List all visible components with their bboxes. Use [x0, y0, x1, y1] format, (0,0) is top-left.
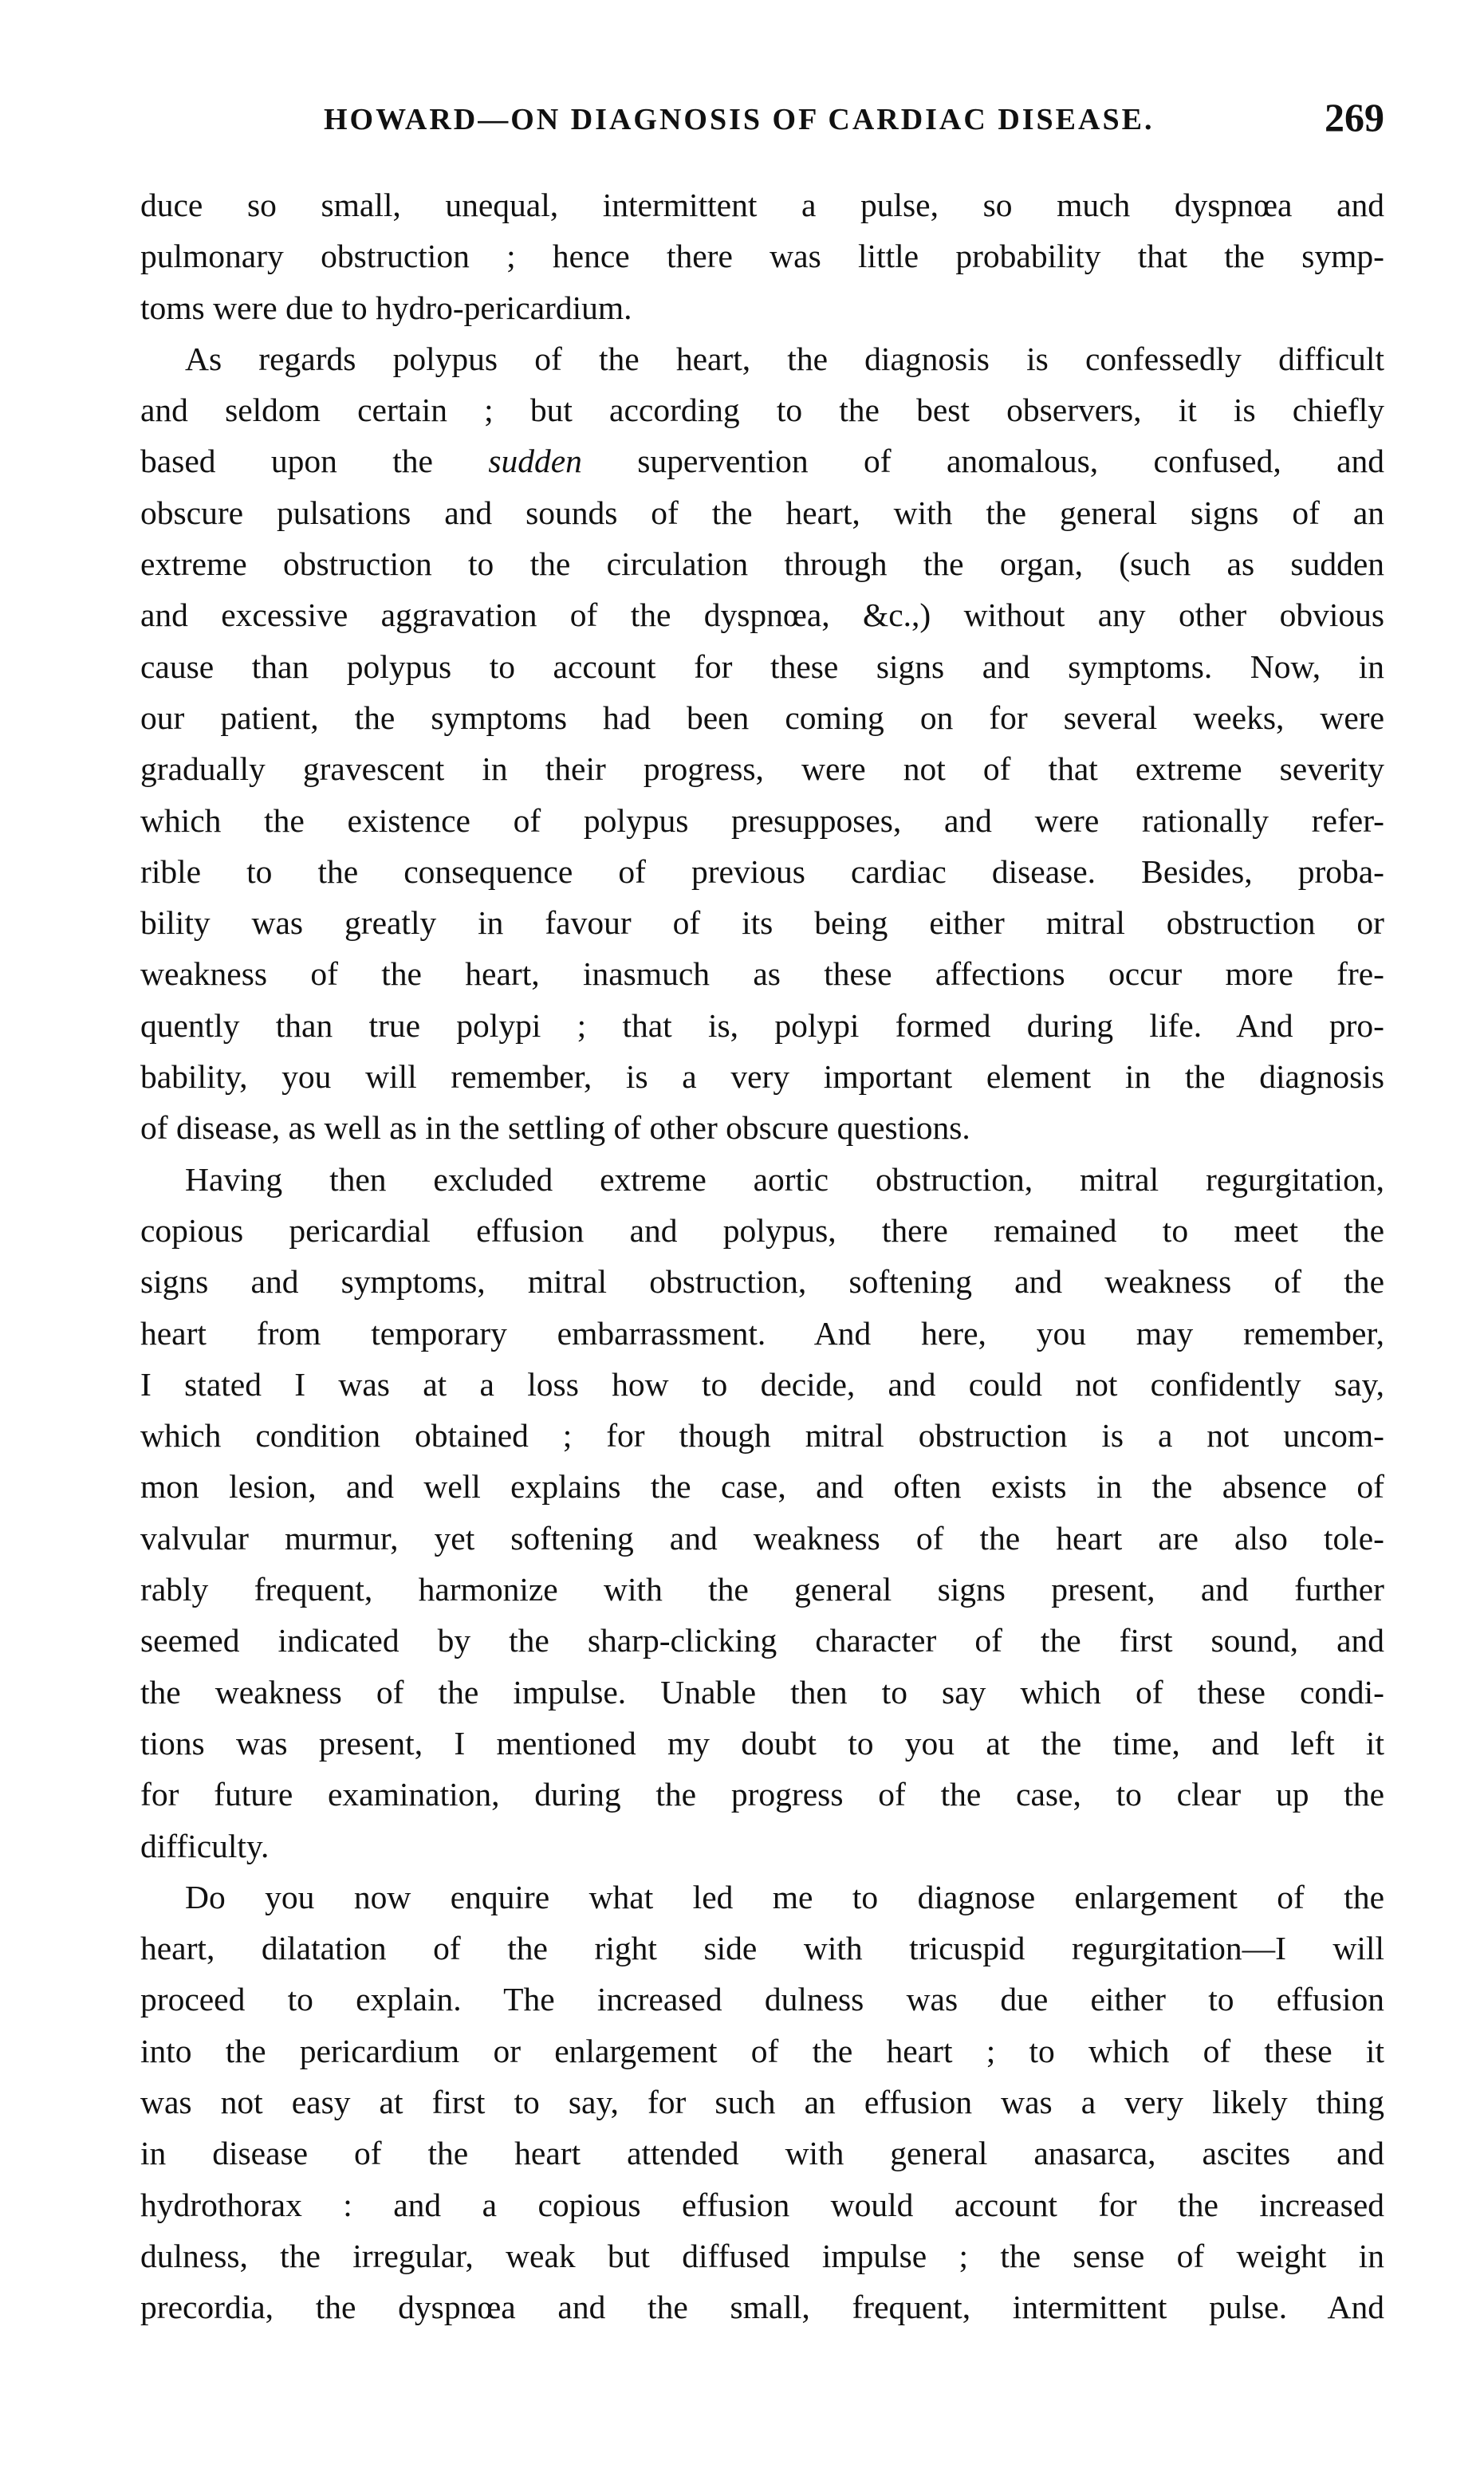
text-line: was not easy at first to say, for such an effusion was a very likely thing: [140, 2083, 1384, 2120]
text-line: which the existence of polypus presupposes, and were rationally refer-: [140, 801, 1384, 839]
text-line: valvular murmur, yet softening and weakness of the heart are also tole-: [140, 1519, 1384, 1557]
text-line: copious pericardial effusion and polypus, there remained to meet the: [140, 1211, 1384, 1249]
text-line: Having then excluded extreme aortic obstruction, mitral regurgitation,: [185, 1160, 1384, 1198]
text-line: duce so small, unequal, intermittent a pulse, so much dyspnœa and: [140, 187, 1384, 223]
paragraph-4: [140, 1872, 1384, 2333]
page-number: 269: [1325, 95, 1384, 140]
text-line: extreme obstruction to the circulation through the organ, (such as sudden: [140, 545, 1384, 583]
text-line: signs and symptoms, mitral obstruction, softening and weakness of the: [140, 1263, 1384, 1301]
text-line: mon lesion, and well explains the case, and often exists in the absence of: [140, 1468, 1384, 1506]
text-line: the weakness of the impulse. Unable then to say which of these condi-: [140, 1673, 1384, 1710]
text-line: bility was greatly in favour of its being either mitral obstruction or: [140, 904, 1384, 942]
text-line: heart, dilatation of the right side with tricuspid regurgitation—I will: [140, 1930, 1384, 1967]
text-line: into the pericardium or enlargement of the heart ; to which of these it: [140, 2032, 1384, 2069]
line-segment: based upon the: [140, 443, 489, 480]
text-line: pulmonary obstruction ; hence there was little probability that the symp-: [140, 238, 1384, 275]
text-line: toms were due to hydro-pericardium.: [140, 289, 632, 326]
text-line: hydrothorax : and a copious effusion would account for the increased: [140, 2186, 1384, 2223]
text-line: in disease of the heart attended with general anasarca, ascites and: [140, 2135, 1384, 2172]
text-line: bability, you will remember, is a very important element in the diagnosis: [140, 1058, 1384, 1096]
text-line: of disease, as well as in the settling of other obscure questions.: [140, 1109, 970, 1147]
text-line: obscure pulsations and sounds of the heart, with the general signs of an: [140, 494, 1384, 531]
text-line: I stated I was at a loss how to decide, and could not confidently say,: [140, 1365, 1384, 1403]
emphasized-word: sudden: [488, 443, 582, 480]
line-segment: supervention of anomalous, confused, and: [581, 443, 1384, 480]
text-line: for future examination, during the progress of the case, to clear up the: [140, 1776, 1384, 1813]
paragraph-2: [140, 333, 1384, 1154]
text-line: our patient, the symptoms had been coming on for several weeks, were: [140, 699, 1384, 736]
running-head: HOWARD—ON DIAGNOSIS OF CARDIAC DISEASE.: [324, 103, 1155, 136]
text-line: rably frequent, harmonize with the general signs present, and further: [140, 1571, 1384, 1608]
text-line: rible to the consequence of previous cardiac disease. Besides, proba-: [140, 852, 1384, 890]
text-line: difficulty.: [140, 1827, 270, 1864]
text-line-with-emphasis: [140, 435, 1384, 486]
text-line: Do you now enquire what led me to diagnose enlargement of the: [185, 1878, 1384, 1915]
text-line: heart from temporary embarrassment. And here, you may remember,: [140, 1314, 1384, 1352]
paragraph-3: [140, 1154, 1384, 1872]
text-line: which condition obtained ; for though mitral obstruction is a not uncom-: [140, 1417, 1384, 1455]
paragraph-1: [140, 179, 1384, 333]
text-line: dulness, the irregular, weak but diffused impulse ; the sense of weight in: [140, 2237, 1384, 2274]
page-header: [140, 94, 1384, 150]
text-line: tions was present, I mentioned my doubt to you at the time, and left it: [140, 1724, 1384, 1762]
text-line: and seldom certain ; but according to the best observers, it is chiefly: [140, 392, 1384, 429]
text-line: quently than true polypi ; that is, polypi formed during life. And pro-: [140, 1006, 1384, 1044]
text-line: As regards polypus of the heart, the diagnosis is confessedly difficult: [185, 340, 1384, 377]
text-line: and excessive aggravation of the dyspnœa, &c.,) without any other obvious: [140, 596, 1384, 634]
text-line: proceed to explain. The increased dulness was due either to effusion: [140, 1981, 1384, 2018]
body-text: [140, 179, 1384, 2332]
text-line: seemed indicated by the sharp-clicking character of the first sound, and: [140, 1622, 1384, 1659]
text-line: cause than polypus to account for these signs and symptoms. Now, in: [140, 648, 1384, 685]
text-line: precordia, the dyspnœa and the small, frequent, intermittent pulse. And: [140, 2289, 1384, 2326]
text-line: gradually gravescent in their progress, were not of that extreme severity: [140, 750, 1384, 788]
text-line: weakness of the heart, inasmuch as these affections occur more fre-: [140, 955, 1384, 993]
